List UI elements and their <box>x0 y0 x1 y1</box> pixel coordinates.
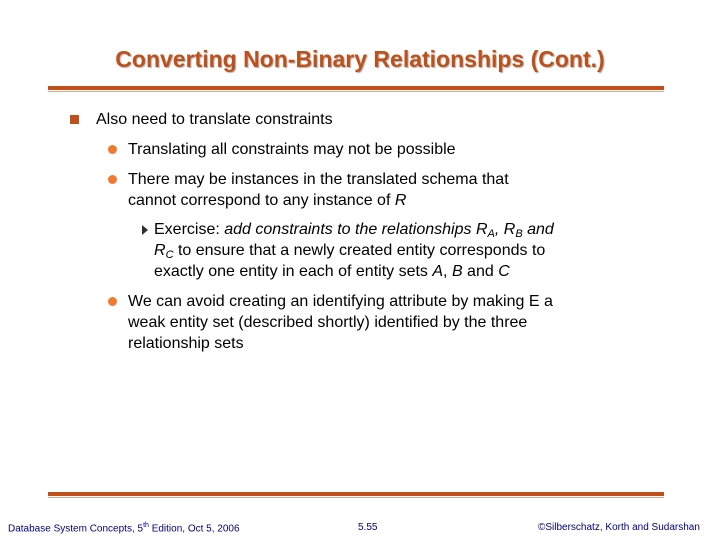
dot-bullet-icon <box>108 145 117 154</box>
bullet-a-text: Translating all constraints may not be possible <box>128 141 456 158</box>
level1-text: Also need to translate constraints <box>96 111 333 128</box>
footer-copyright: ©Silberschatz, Korth and Sudarshan <box>538 522 700 533</box>
bullet-c-line3: relationship sets <box>128 335 244 352</box>
dot-bullet-icon <box>108 175 117 184</box>
title-rule-left <box>48 86 318 90</box>
footer-page-number: 5.55 <box>358 522 378 533</box>
exercise-line2: $R_C$ to ensure that a newly created entity corresponds to <box>154 242 546 261</box>
footer-book-info: Database System Concepts, 5th Edition, Oct 5, 2006 <box>8 522 240 535</box>
footer-rule-right <box>318 492 664 496</box>
bullet-c-line2: weak entity set (described shortly) identified by the three <box>128 314 528 331</box>
footer-rule-shadow <box>48 497 664 498</box>
title-rule-right <box>318 86 664 90</box>
exercise-line3: exactly one entity in each of entity sets A, B and C <box>154 263 510 280</box>
triangle-bullet-icon <box>142 225 148 235</box>
bullet-b-line2: cannot correspond to any instance of R <box>128 192 407 209</box>
slide-title: Converting Non-Binary Relationships (Cont.) <box>115 46 605 72</box>
footer-rule-left <box>48 492 318 496</box>
square-bullet-icon <box>70 115 79 124</box>
dot-bullet-icon <box>108 297 117 306</box>
bullet-b-line1: There may be instances in the translated schema that <box>128 171 509 188</box>
bullet-c-line1: We can avoid creating an identifying attribute by making E a <box>128 293 553 310</box>
exercise-line1: Exercise: add constraints to the relationships $R_A$, $R_B$ and <box>154 221 554 240</box>
title-rule-shadow <box>48 91 664 92</box>
